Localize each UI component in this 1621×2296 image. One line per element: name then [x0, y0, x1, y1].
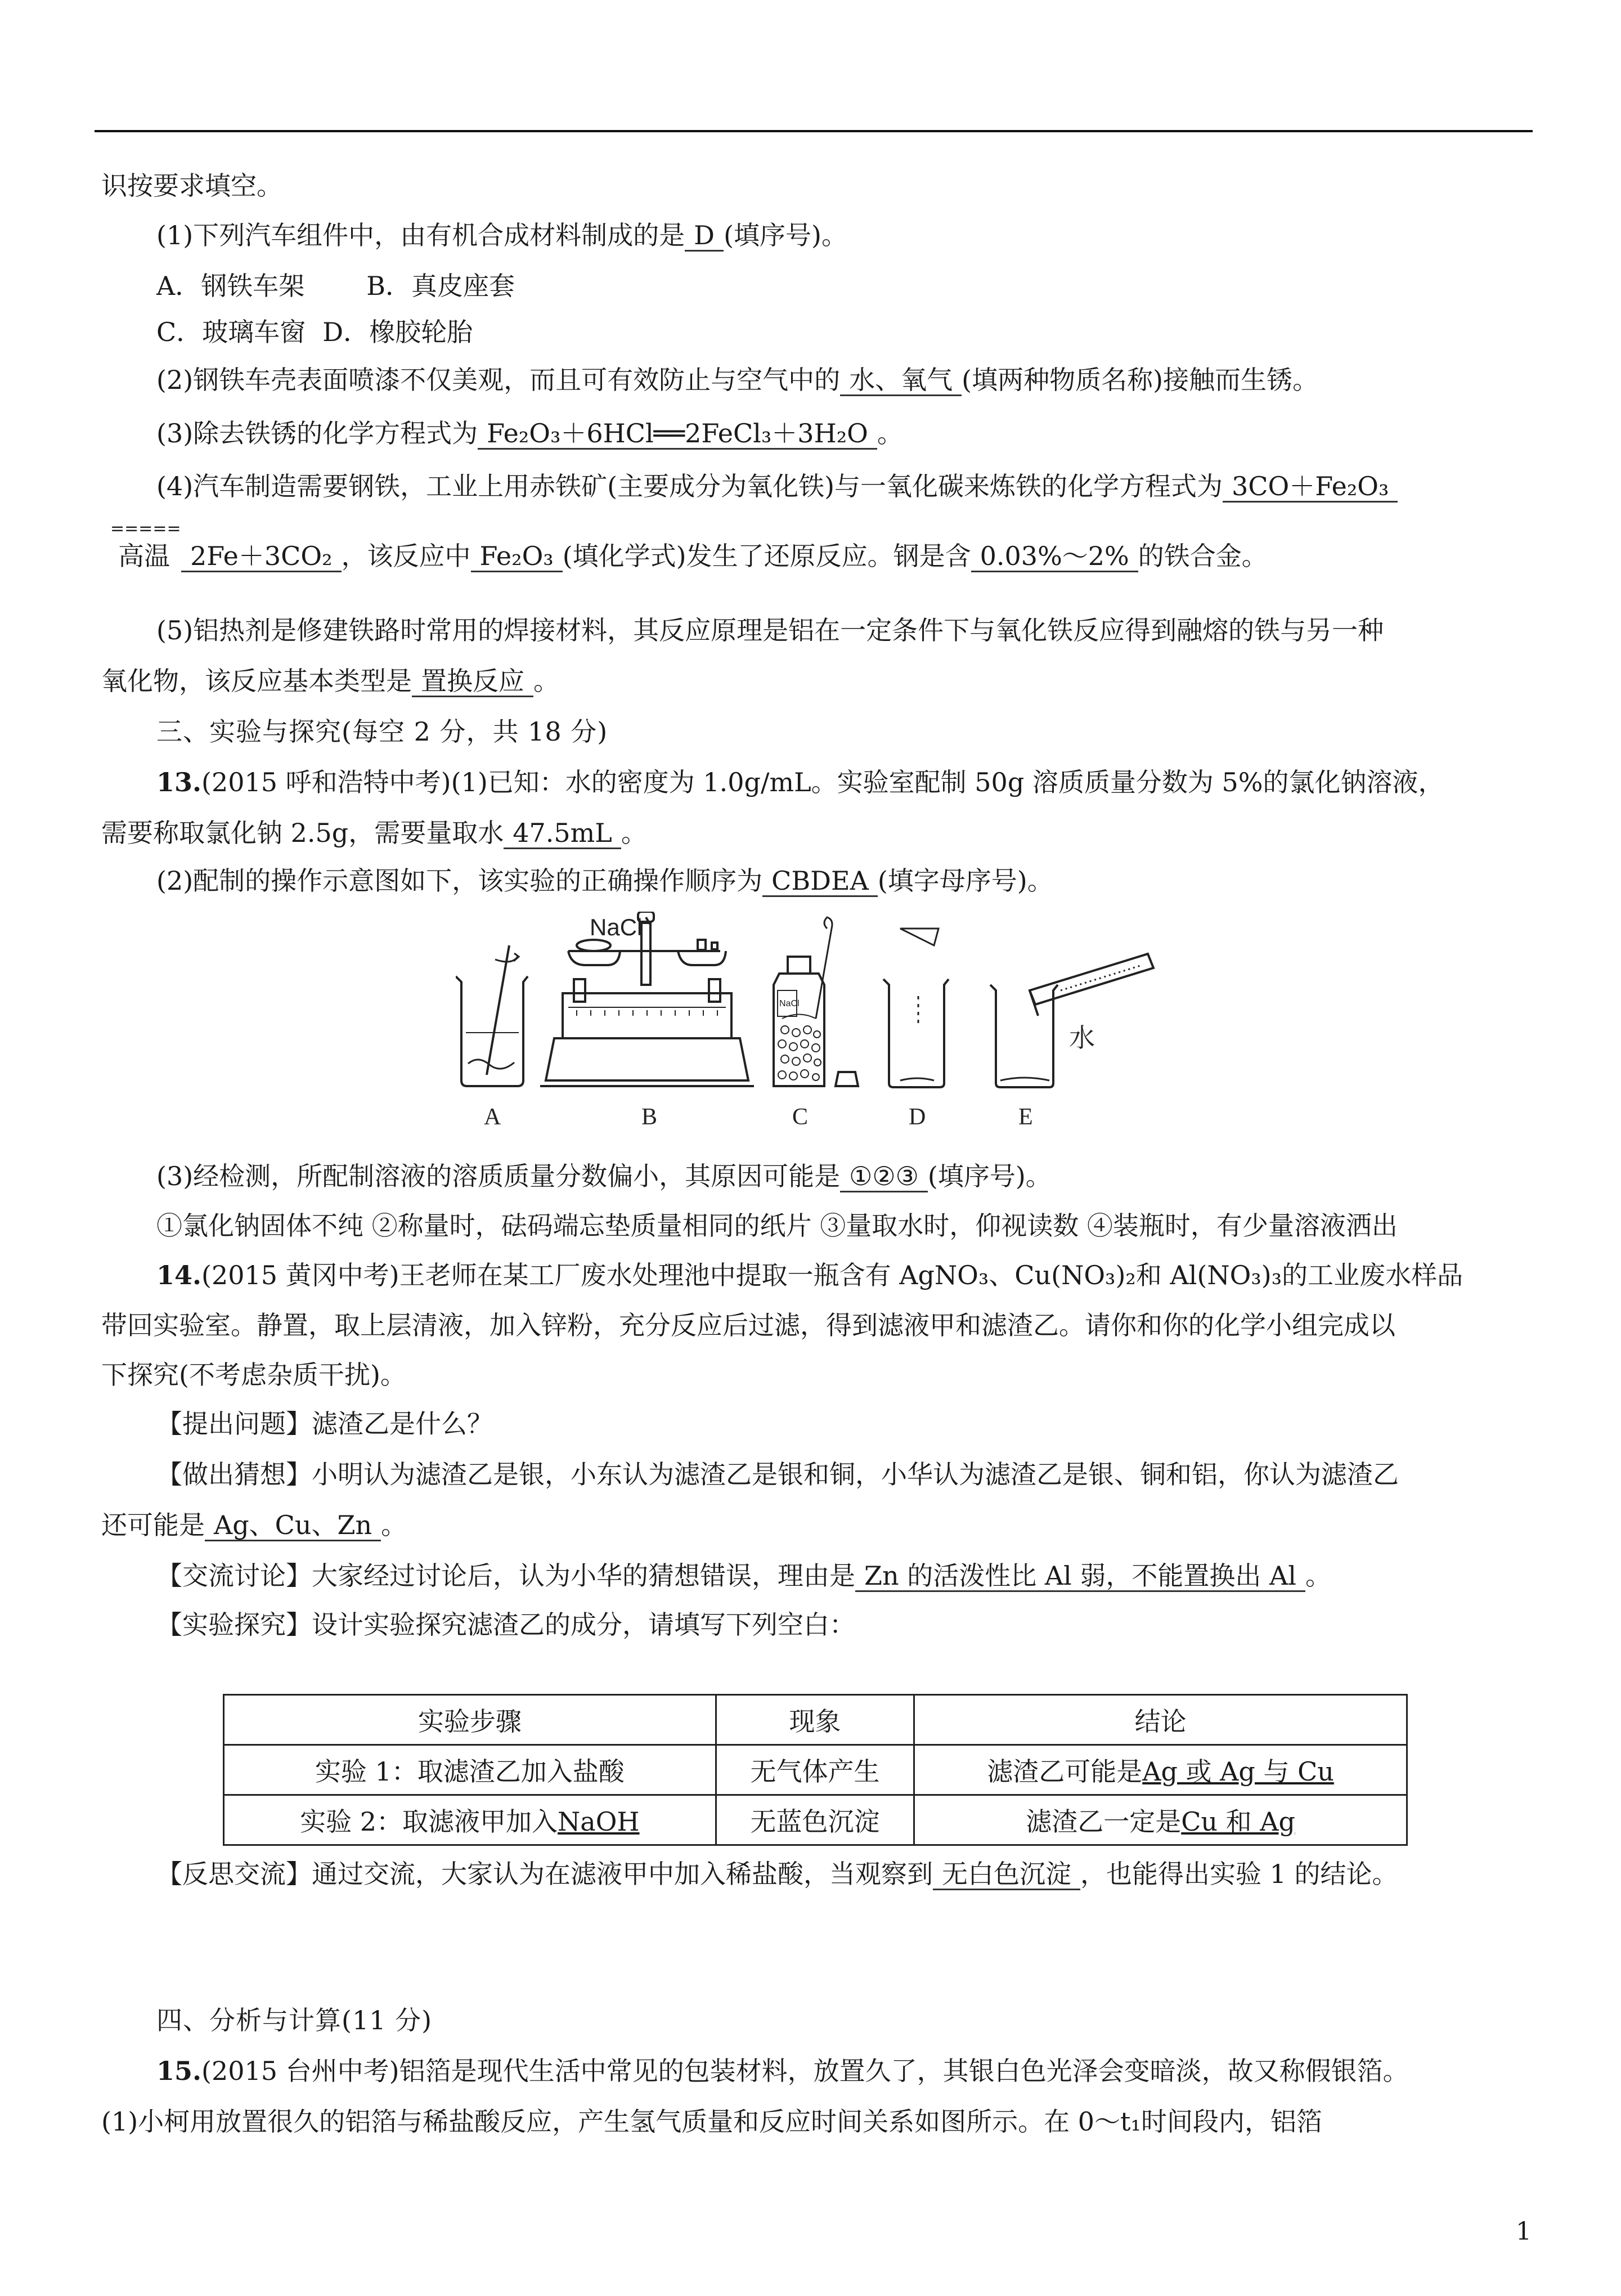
- q12-p4-answer-reduced: Fe₂O₃: [471, 541, 563, 572]
- equation-equals-mark: =====: [110, 519, 181, 539]
- q15-number: 15.: [156, 2056, 202, 2086]
- label-discussion: 【交流讨论】: [156, 1560, 312, 1591]
- q13-part2: [156, 864, 1053, 898]
- guess-answer: Ag、Cu、Zn: [205, 1510, 381, 1541]
- q12-p4-mid2: (填化学式)发生了还原反应。钢是含: [562, 541, 971, 571]
- discussion-prompt: 大家经过讨论后，认为小华的猜想错误，理由是: [312, 1560, 855, 1591]
- guess-text: 小明认为滤渣乙是银，小东认为滤渣乙是银和铜，小华认为滤渣乙是银、铜和铝，你认为滤渣乙: [312, 1459, 1399, 1490]
- header-conclusion: 结论: [914, 1695, 1407, 1745]
- q12-p5-suffix: 。: [533, 666, 559, 696]
- q12-p3-suffix: 。: [877, 418, 903, 449]
- q12-part4-line2: [118, 539, 1268, 573]
- q12-p3-answer: Fe₂O₃＋6HCl══2FeCl₃＋3H₂O: [478, 419, 877, 450]
- q13-p3-answer: ①②③: [840, 1162, 928, 1192]
- guess-prompt: 还可能是: [101, 1510, 205, 1540]
- q12-p2-answer: 水、氧气: [840, 365, 962, 396]
- q12-p2-prompt: (2)钢铁车壳表面喷漆不仅美观，而且可有效防止与空气中的: [156, 365, 841, 395]
- q13-p1-answer: 47.5mL: [504, 818, 621, 849]
- q12-p3-prompt: (3)除去铁锈的化学方程式为: [156, 418, 478, 449]
- discussion-suffix: 。: [1305, 1560, 1331, 1591]
- guess-suffix: 。: [381, 1510, 407, 1540]
- q14-discussion: [156, 1559, 1331, 1593]
- figure-letter-c: C: [792, 1104, 809, 1130]
- q12-options-row1: [156, 269, 515, 303]
- q14-line3: 下探究(不考虑杂质干扰)。: [101, 1360, 406, 1390]
- label-question: 【提出问题】: [156, 1409, 312, 1439]
- q14-question: [156, 1407, 493, 1441]
- figure-letter-e: E: [1018, 1104, 1033, 1130]
- header-phenomenon: 现象: [716, 1695, 914, 1745]
- beaker-e: [990, 954, 1153, 1087]
- explore-text: 设计实验探究滤渣乙的成分，请填写下列空白：: [312, 1609, 855, 1640]
- option-b: B．真皮座套: [366, 271, 515, 301]
- q12-p4-prompt: (4)汽车制造需要钢铁，工业上用赤铁矿(主要成分为氧化铁)与一氧化碳来炼铁的化学方程式为: [156, 471, 1223, 501]
- q13-part3: [156, 1159, 1052, 1193]
- reflection-answer: 无白色沉淀: [933, 1859, 1080, 1890]
- q13-p3-options: ①氯化钠固体不纯 ②称量时，砝码端忘垫质量相同的纸片 ③量取水时，仰视读数 ④装瓶时，有少量溶液洒出: [156, 1210, 1398, 1241]
- q14-line1: [156, 1258, 1463, 1292]
- table-row: [224, 1745, 1407, 1795]
- balance-nacl-label: NaCl: [590, 914, 643, 940]
- q12-part1: [156, 218, 847, 252]
- reaction-condition: 高温: [118, 541, 170, 571]
- q12-part3: [156, 416, 903, 450]
- q12-p5-answer: 置换反应: [412, 666, 533, 697]
- q14-explore: [156, 1608, 855, 1642]
- q12-p1-suffix: (填序号)。: [724, 220, 847, 250]
- page-number: 1: [1516, 2217, 1532, 2246]
- q13-stem: (2015 呼和浩特中考)(1)已知：水的密度为 1.0g/mL。实验室配制 50g 溶质质量分数为 5%的氯化钠溶液，: [201, 767, 1444, 797]
- table-header-row: [224, 1695, 1407, 1745]
- water-label: 水: [1069, 1023, 1095, 1053]
- q12-p4-answer-reactants: 3CO＋Fe₂O₃: [1223, 472, 1398, 503]
- q13-p2-answer: CBDEA: [762, 866, 878, 897]
- q12-part2: [156, 363, 1318, 397]
- q12-options-row2: [156, 315, 473, 349]
- row1-step: 实验 1：取滤渣乙加入盐酸: [224, 1745, 716, 1795]
- operation-diagram: [456, 912, 1165, 1131]
- q12-p1-prompt: (1)下列汽车组件中，由有机合成材料制成的是: [156, 220, 685, 250]
- q13-number: 13.: [156, 767, 202, 797]
- q12-part5-line1: (5)铝热剂是修建铁路时常用的焊接材料，其反应原理是铝在一定条件下与氧化铁反应得到融熔的铁与另一种: [156, 615, 1384, 645]
- option-a: A．钢铁车架: [156, 271, 305, 301]
- q13-p1-suffix: 。: [621, 818, 647, 848]
- header-steps: 实验步骤: [224, 1695, 716, 1745]
- q14-reflection: [156, 1857, 1398, 1891]
- header-rule: [95, 130, 1533, 132]
- row2-conclusion-answer: Cu 和 Ag: [1181, 1806, 1295, 1837]
- row2-step-prompt: 实验 2：取滤液甲加入: [300, 1806, 558, 1837]
- row1-conclusion-answer: Ag 或 Ag 与 Cu: [1142, 1756, 1334, 1787]
- q15-stem: (2015 台州中考)铝箔是现代生活中常见的包装材料，放置久了，其银白色光泽会变暗淡，故又称假银箔。: [201, 2056, 1409, 2086]
- experiment-table: [223, 1694, 1408, 1846]
- q12-p5-prompt: 氧化物，该反应基本类型是: [101, 666, 412, 696]
- q13-p3-prompt: (3)经检测，所配制溶液的溶质质量分数偏小，其原因可能是: [156, 1161, 841, 1191]
- jar-nacl-label: NaCl: [779, 999, 800, 1008]
- q14-stem: (2015 黄冈中考)王老师在某工厂废水处理池中提取一瓶含有 AgNO₃、Cu(NO₃)₂和 Al(NO₃)₃的工业废水样品: [201, 1260, 1463, 1290]
- row2-phenomenon: 无蓝色沉淀: [716, 1795, 914, 1845]
- q15-line1: [156, 2054, 1409, 2088]
- operation-diagram-svg: [456, 912, 1165, 1131]
- row2-conclusion-prompt: 滤渣乙一定是: [1026, 1806, 1182, 1837]
- apparatus-drawing: [456, 912, 1153, 1087]
- q14-guess-answer-line: [101, 1508, 407, 1542]
- label-explore: 【实验探究】: [156, 1609, 312, 1640]
- option-d: D．橡胶轮胎: [322, 317, 473, 347]
- q13-p3-suffix: (填序号)。: [927, 1161, 1052, 1191]
- q14-line2: 带回实验室。静置，取上层清液，加入锌粉，充分反应后过滤，得到滤液甲和滤渣乙。请你和你的化学小组完成以: [101, 1310, 1395, 1340]
- q12-p2-suffix: (填两种物质名称)接触而生锈。: [962, 365, 1319, 395]
- q13-p1-prompt: 需要称取氯化钠 2.5g，需要量取水: [101, 818, 504, 848]
- q12-p4-mid: ，该反应中: [341, 541, 471, 571]
- row2-conclusion: [914, 1795, 1407, 1845]
- discussion-answer: Zn 的活泼性比 Al 弱，不能置换出 Al: [855, 1561, 1305, 1592]
- q14-guess: [156, 1458, 1399, 1491]
- q12-p4-answer-products: 2Fe＋3CO₂: [181, 541, 342, 572]
- row1-conclusion: [914, 1745, 1407, 1795]
- question-text: 滤渣乙是什么？: [312, 1409, 493, 1439]
- table-row: [224, 1795, 1407, 1845]
- balance-b: [540, 912, 754, 1086]
- figure-letter-b: B: [641, 1104, 658, 1130]
- q12-p4-suffix: 的铁合金。: [1138, 541, 1268, 571]
- figure-letter-d: D: [909, 1104, 926, 1130]
- q14-number: 14.: [156, 1260, 202, 1290]
- q13-line2: [101, 816, 647, 850]
- q13-p2-prompt: (2)配制的操作示意图如下，该实验的正确操作顺序为: [156, 866, 763, 896]
- section3-title: 三、实验与探究(每空 2 分，共 18 分): [156, 716, 608, 747]
- q13-line1: [156, 765, 1444, 799]
- row2-step: [224, 1795, 716, 1845]
- beaker-d: [883, 929, 949, 1087]
- q12-p4-answer-carbon: 0.03%～2%: [971, 541, 1138, 572]
- option-c: C．玻璃车窗: [156, 317, 306, 347]
- continued-text: 识按要求填空。: [101, 171, 282, 201]
- figure-letter-a: A: [484, 1104, 501, 1130]
- q15-line2: (1)小柯用放置很久的铝箔与稀盐酸反应，产生氢气质量和反应时间关系如图所示。在 0～t₁时间段内，铝箔: [101, 2106, 1322, 2137]
- section4-title: 四、分析与计算(11 分): [156, 2005, 433, 2035]
- reflection-suffix: ，也能得出实验 1 的结论。: [1080, 1859, 1398, 1889]
- label-guess: 【做出猜想】: [156, 1459, 312, 1490]
- row1-phenomenon: 无气体产生: [716, 1745, 914, 1795]
- reflection-prompt: 通过交流，大家认为在滤液甲中加入稀盐酸，当观察到: [312, 1859, 933, 1889]
- row2-step-answer: NaOH: [558, 1806, 640, 1837]
- q13-p2-suffix: (填字母序号)。: [877, 866, 1053, 896]
- q12-part5-line2: [101, 664, 559, 698]
- beaker-stirring-a: [456, 945, 528, 1086]
- q12-part4-line1: [156, 469, 1398, 503]
- label-reflection: 【反思交流】: [156, 1859, 312, 1889]
- q12-p1-answer: D: [685, 221, 724, 252]
- row1-conclusion-prompt: 滤渣乙可能是: [987, 1756, 1143, 1787]
